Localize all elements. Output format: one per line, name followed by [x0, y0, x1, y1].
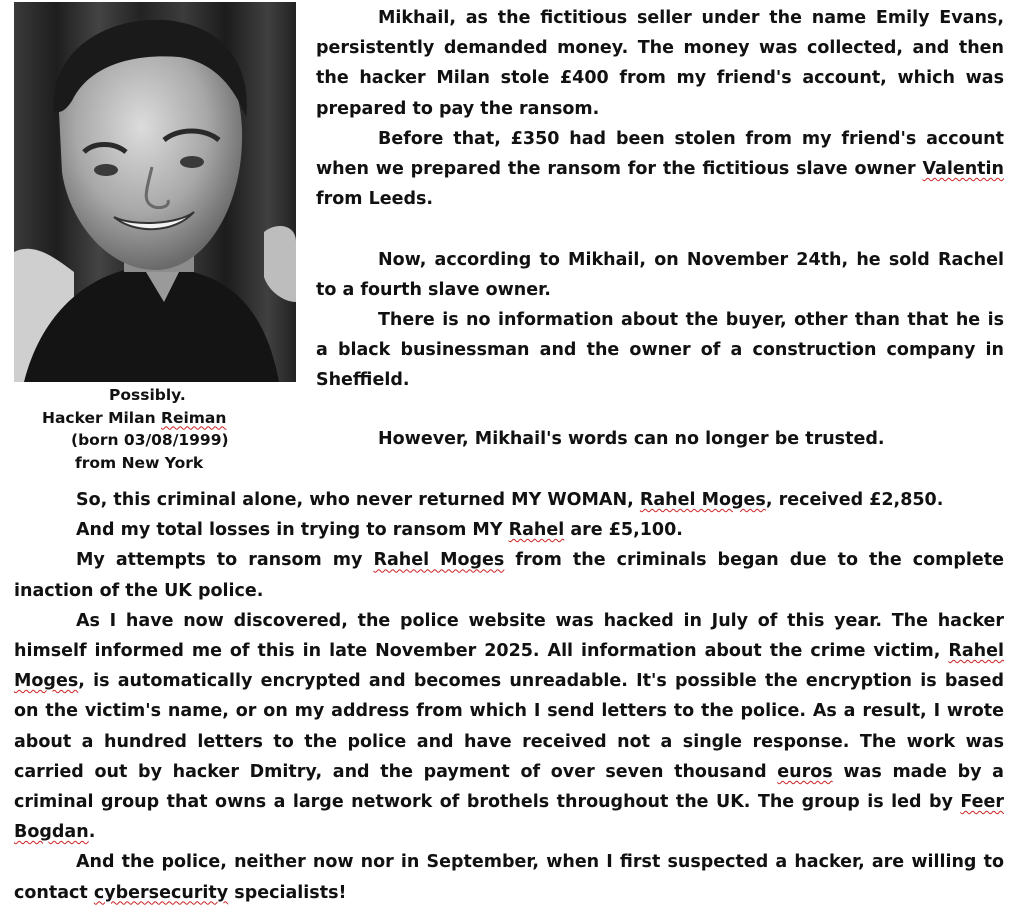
portrait-image	[14, 2, 296, 382]
paragraph-9-d: .	[88, 822, 96, 843]
name-feer-bogdan: Feer Bogdan	[14, 792, 1004, 843]
paragraph-gap	[316, 214, 1004, 244]
caption-line-2	[14, 407, 296, 430]
paragraph-1: Mikhail, as the fictitious seller under the name Emily Evans, persistently demanded money. The money was collected, and then the hacker Milan stole £400 from my friend's account, which was prepared to pay the ransom.	[316, 8, 1004, 119]
paragraph-10	[14, 847, 1004, 907]
paragraph-9-c: was made by a criminal group that owns a large network of brothels throughout the UK. The group is led by	[14, 761, 1004, 813]
paragraph-4: There is no information about the buyer, other than that he is a black businessman and the owner of a construction company in Sheffield.	[316, 310, 1004, 391]
paragraph-8-pre: My attempts to ransom my	[76, 550, 374, 571]
caption-hacker-surname: Reiman	[161, 408, 227, 427]
paragraph-7-pre: And my total losses in trying to ransom MY	[76, 520, 509, 541]
caption-line-4: from New York	[75, 453, 204, 472]
main-text	[14, 485, 1004, 908]
paragraph-6	[14, 485, 1004, 515]
paragraph-10-post: specialists!	[228, 882, 347, 903]
portrait-photo	[14, 2, 296, 382]
paragraph-9-a: As I have now discovered, the police website was hacked in July of this year. The hacker himself informed me of this in late November 2025. All information about the crime victim,	[14, 610, 1004, 662]
paragraph-7	[14, 515, 1004, 545]
paragraph-3: Now, according to Mikhail, on November 24th, he sold Rachel to a fourth slave owner.	[316, 249, 1004, 300]
photo-caption	[14, 384, 296, 474]
paragraph-8-post: from the criminals began due to the complete inaction of the UK police.	[14, 550, 1004, 601]
paragraph-10-pre: And the police, neither now nor in September, when I first suspected a hacker, are willing to contact	[14, 852, 1004, 903]
paragraph-2-post: from Leeds.	[316, 189, 434, 210]
paragraph-8	[14, 545, 1004, 605]
caption-line-3: (born 03/08/1999)	[71, 431, 229, 449]
name-rahel-moges: Rahel Moges	[373, 550, 505, 571]
word-cybersecurity: cybersecurity	[93, 882, 229, 903]
paragraph-9-b: , is automatically encrypted and becomes unreadable. It's possible the encryption is based on the victim's name, or on my address from which I send letters to the police. As a result, I wrote about a hundred letters to the police and have received not a single response. The work was carried out by hacker Dmitry, and the payment of over seven thousand	[14, 671, 1004, 782]
paragraph-2-pre: Before that, £350 had been stolen from my friend's account when we prepared the ransom for the fictitious slave owner	[316, 128, 1004, 180]
paragraph-2	[316, 124, 1004, 215]
paragraph-5: However, Mikhail's words can no longer be trusted.	[378, 428, 885, 449]
name-valentin: Valentin	[922, 159, 1004, 180]
paragraph-6-pre: So, this criminal alone, who never returned MY WOMAN,	[76, 490, 640, 510]
caption-hacker-prefix: Hacker Milan	[42, 408, 162, 427]
paragraph-9	[14, 606, 1004, 848]
paragraph-gap	[316, 396, 1004, 424]
name-rahel-moges: Rahel Moges	[14, 641, 1004, 692]
right-column-text	[316, 3, 1004, 454]
paragraph-7-post: are £5,100.	[564, 520, 683, 541]
caption-line-1: Possibly.	[109, 386, 186, 404]
paragraph-6-post: , received £2,850.	[765, 490, 944, 510]
word-euros: euros	[777, 761, 833, 782]
name-rahel: Rahel	[508, 520, 565, 541]
name-rahel-moges: Rahel Moges	[639, 490, 766, 510]
